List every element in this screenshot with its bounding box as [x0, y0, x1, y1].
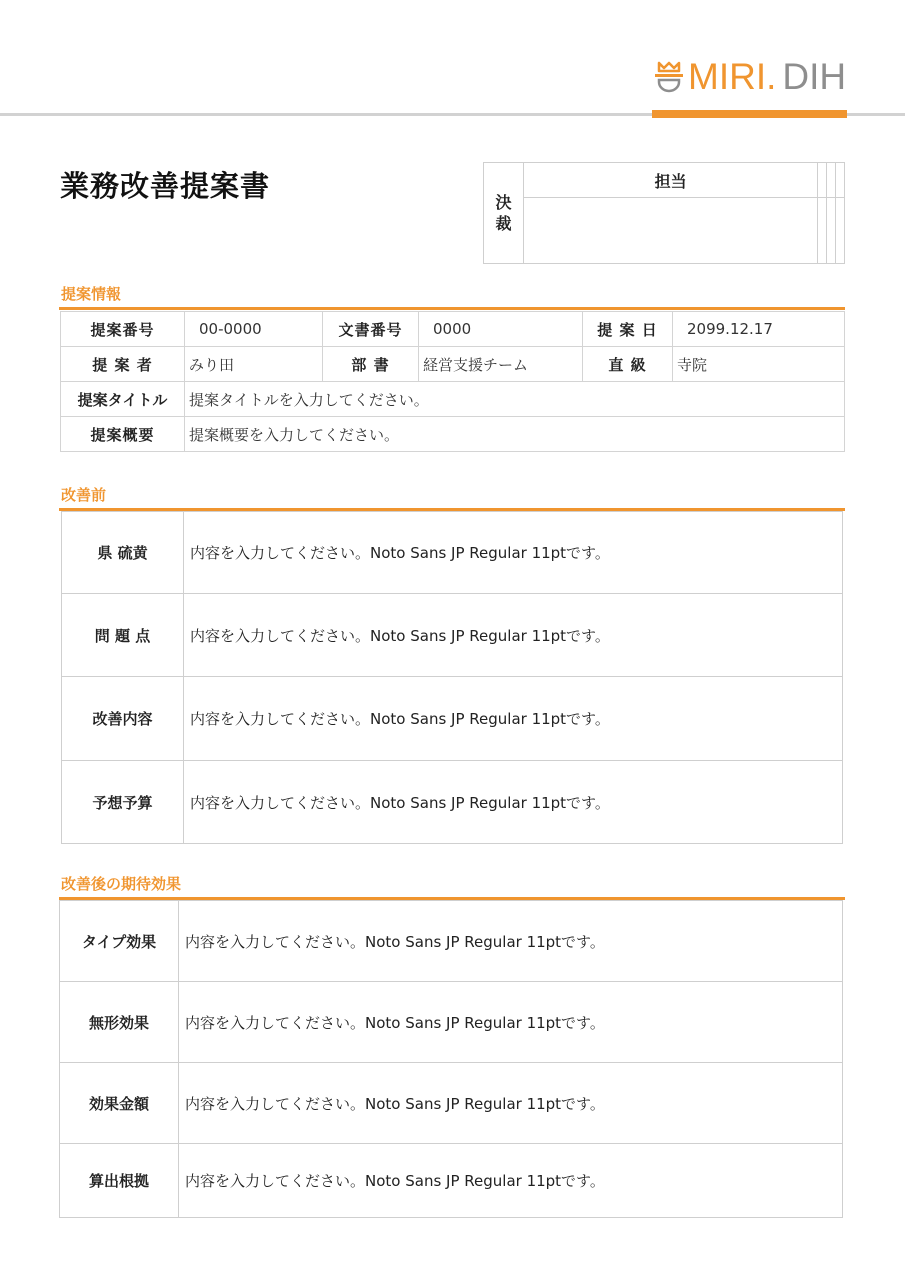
approval-stamp-4[interactable] [836, 198, 845, 264]
section-title-before: 改善前 [61, 486, 107, 504]
approval-stamp-2[interactable] [818, 198, 827, 264]
improvement-content-field[interactable]: 内容を入力してください。Noto Sans JP Regular 11ptです。 [184, 677, 843, 761]
label-proposal-title: 提案タイトル [61, 382, 185, 417]
proposal-number-field[interactable]: 00-0000 [185, 312, 323, 347]
table-row [61, 347, 845, 382]
table-row [60, 982, 843, 1063]
rank-field[interactable]: 寺院 [673, 347, 845, 382]
table-row [61, 312, 845, 347]
brand-accent-bar [652, 110, 847, 118]
table-row [62, 512, 843, 594]
before-field-1[interactable]: 内容を入力してください。Noto Sans JP Regular 11ptです。 [184, 512, 843, 594]
effect-amount-field[interactable]: 内容を入力してください。Noto Sans JP Regular 11ptです。 [179, 1063, 843, 1144]
approval-header-3 [827, 163, 836, 198]
brand-logo [654, 54, 846, 98]
approval-header-4 [836, 163, 845, 198]
table-row [62, 677, 843, 761]
type-effect-field[interactable]: 内容を入力してください。Noto Sans JP Regular 11ptです。 [179, 901, 843, 982]
page-title: 業務改善提案書 [60, 169, 271, 203]
label-proposer: 提 案 者 [61, 347, 185, 382]
document-number-field[interactable]: 0000 [419, 312, 583, 347]
label-before-1: 県 硫黄 [62, 512, 184, 594]
label-rank: 直 級 [583, 347, 673, 382]
table-row [60, 901, 843, 982]
approval-side-label: 決 裁 [484, 163, 524, 264]
label-problems: 問 題 点 [62, 594, 184, 677]
label-proposal-number: 提案番号 [61, 312, 185, 347]
section-title-expected-effects: 改善後の期待効果 [61, 875, 182, 893]
label-intangible-effect: 無形効果 [60, 982, 179, 1063]
proposal-title-field[interactable]: 提案タイトルを入力してください。 [185, 382, 845, 417]
brand-name-primary: MIRI. [688, 55, 777, 97]
calculation-basis-field[interactable]: 内容を入力してください。Noto Sans JP Regular 11ptです。 [179, 1144, 843, 1218]
label-proposal-summary: 提案概要 [61, 417, 185, 452]
table-row [60, 1063, 843, 1144]
department-field[interactable]: 経営支援チーム [419, 347, 583, 382]
label-department: 部 書 [323, 347, 419, 382]
proposal-info-table [60, 311, 845, 452]
table-row [60, 1144, 843, 1218]
section-title-proposal-info: 提案情報 [61, 285, 122, 303]
approval-stamp-1[interactable] [524, 198, 818, 264]
table-row [61, 382, 845, 417]
table-row [62, 594, 843, 677]
section-rule [59, 307, 845, 310]
table-row [62, 761, 843, 844]
problems-field[interactable]: 内容を入力してください。Noto Sans JP Regular 11ptです。 [184, 594, 843, 677]
table-row [61, 417, 845, 452]
label-document-number: 文書番号 [323, 312, 419, 347]
label-calculation-basis: 算出根拠 [60, 1144, 179, 1218]
hat-face-logo-icon [654, 59, 684, 93]
proposal-date-field[interactable]: 2099.12.17 [673, 312, 845, 347]
approval-header-tanto: 担当 [524, 163, 818, 198]
label-expected-budget: 予想予算 [62, 761, 184, 844]
proposer-field[interactable]: みり田 [185, 347, 323, 382]
intangible-effect-field[interactable]: 内容を入力してください。Noto Sans JP Regular 11ptです。 [179, 982, 843, 1063]
approval-stamp-3[interactable] [827, 198, 836, 264]
label-effect-amount: 効果金額 [60, 1063, 179, 1144]
expected-budget-field[interactable]: 内容を入力してください。Noto Sans JP Regular 11ptです。 [184, 761, 843, 844]
expected-effects-table [59, 900, 843, 1218]
before-table [61, 511, 843, 844]
label-type-effect: タイプ効果 [60, 901, 179, 982]
approval-grid [483, 162, 845, 264]
brand-name-secondary: DIH [782, 55, 847, 97]
label-improvement-content: 改善内容 [62, 677, 184, 761]
label-proposal-date: 提 案 日 [583, 312, 673, 347]
approval-header-2 [818, 163, 827, 198]
proposal-summary-field[interactable]: 提案概要を入力してください。 [185, 417, 845, 452]
